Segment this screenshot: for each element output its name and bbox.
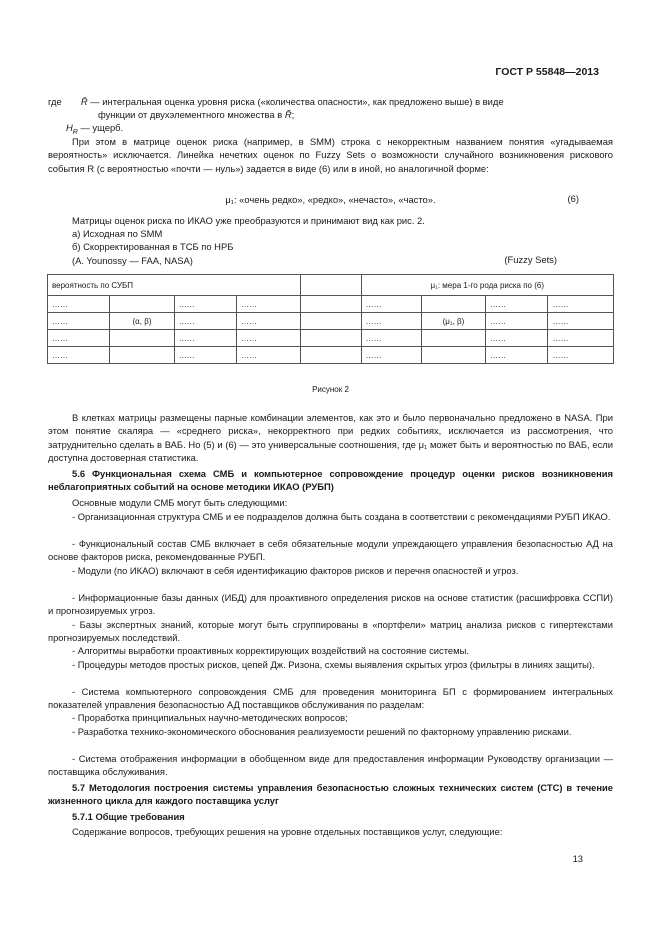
matrix-cell-alpha-beta: (α, β) — [110, 313, 174, 330]
matrix-cell: …… — [48, 330, 110, 347]
figure-caption: Рисунок 2 — [312, 385, 349, 394]
paragraph-icao: Матрицы оценок риска по ИКАО уже преобразуются и принимают вид как рис. 2. — [72, 215, 425, 226]
matrix-cell: …… — [486, 296, 548, 313]
list-item: - Модули (по ИКАО) включают в себя идентификацию факторов рисков и перечня опасностей и угроз. — [72, 565, 519, 576]
paragraph-fuzzy: При этом в матрице оценок риска (например, в SMM) строка с некорректным названием понятия «угадываемая вероятность» исключается. Линейка нечетких оценок по Fuzzy Sets о возможности случайного возникновения рискового события R (с вероятностью «почти — нуль») задается в виде (6) или в иной, но аналогичной форме: — [48, 136, 613, 174]
source-left: (A. Younossy — FAA, NASA) — [72, 255, 193, 266]
section-5-6-title: 5.6 Функциональная схема СМБ и компьютерное сопровождение процедур оценки рисков возникновения неблагоприятных событий на основе методики ИКАО (РУБП) — [48, 468, 613, 493]
formula-number: (6) — [567, 193, 579, 204]
matrix-cell: …… — [174, 347, 236, 364]
matrix-cell-mu-beta: (μ₁, β) — [421, 313, 485, 330]
matrix-cell: …… — [48, 347, 110, 364]
list-item: - Процедуры методов простых рисков, цепей Дж. Ризона, схемы выявления скрытых угроз (фильтры в линиях защиты). — [72, 659, 595, 670]
list-item-a: а) Исходная по SMM — [72, 228, 163, 239]
source-right: (Fuzzy Sets) — [504, 254, 557, 265]
list-item: - Система компьютерного сопровождения СМБ для проведения мониторинга БП с формированием интегральных показателей управления безопасностью АД поставщиков обслуживания по разделам: — [48, 686, 613, 711]
legend-h: $H_R$ — ущерб. — [66, 122, 124, 136]
matrix-cell — [421, 296, 485, 313]
matrix-cell: …… — [174, 330, 236, 347]
matrix-cell: …… — [361, 296, 421, 313]
matrix-cell — [110, 347, 174, 364]
matrix-row — [48, 330, 614, 347]
matrix-cell: …… — [486, 347, 548, 364]
paragraph-after-figure: В клетках матрицы размещены парные комбинации элементов, как это и было первоначально предложено в NASA. При этом понятие скаляра — «среднего риска», некорректного при редких событиях, исключается из рассмотрения, что затруднительно сделать в ВАБ. Но (5) и (6) — это универсальные соотношения, где μ₁ может быть и вероятностью по ВАБ, если доступна достоверная статистика. — [48, 412, 613, 464]
legend-r: где Ȓ — интегральная оценка уровня риска («количества опасности», как предложено выше) в виде — [48, 96, 504, 107]
r-symbol: Ȓ — [80, 96, 88, 107]
standard-code: ГОСТ Р 55848—2013 — [495, 66, 599, 78]
matrix-cell: …… — [237, 296, 301, 313]
formula-6: μ₁: «очень редко», «редко», «нечасто», «часто». — [225, 194, 436, 205]
matrix-cell — [110, 296, 174, 313]
list-item: - Информационные базы данных (ИБД) для проактивного определения рисков на основе статистик (расшифровка ССПИ) и прогнозируемых угроз. — [48, 592, 613, 617]
matrix-cell: …… — [486, 330, 548, 347]
section-5-7-1-text: Содержание вопросов, требующих решения на уровне отдельных поставщиков услуг, следующие: — [72, 826, 503, 837]
matrix-row — [48, 347, 614, 364]
left-header: вероятность по СУБП — [48, 275, 301, 296]
matrix-row — [48, 313, 614, 330]
matrix-row — [48, 296, 614, 313]
list-item: - Базы экспертных знаний, которые могут быть сгруппированы в «портфели» матриц анализа рисков с гипертекстами прогнозируемых последствий. — [48, 619, 613, 644]
matrix-cell — [421, 330, 485, 347]
matrix-cell: …… — [48, 296, 110, 313]
legend-r-cont: функции от двухэлементного множества в R̃; — [98, 109, 295, 120]
matrix-cell — [421, 347, 485, 364]
matrix-cell: …… — [237, 313, 301, 330]
list-item: - Проработка принципиальных научно-методических вопросов; — [72, 712, 348, 723]
matrix-cell — [301, 275, 361, 296]
list-item: - Организационная структура СМБ и ее подразделов должна быть создана в соответствии с рекомендациями РУБП ИКАО. — [72, 511, 611, 522]
list-item: - Алгоритмы выработки проактивных корректирующих воздействий на состояние системы. — [72, 645, 469, 656]
matrix-cell: …… — [361, 347, 421, 364]
matrix-cell: …… — [548, 296, 614, 313]
matrix-cell: …… — [361, 313, 421, 330]
matrix-cell: …… — [237, 347, 301, 364]
matrix-cell: …… — [174, 296, 236, 313]
right-header: μ₁: мера 1-го рода риска по (6) — [361, 275, 613, 296]
list-item-b: б) Скорректированная в ТСБ по НРБ — [72, 241, 234, 252]
matrix-cell — [301, 330, 361, 347]
list-item: - Система отображения информации в обобщенном виде для предоставления информации Руководству организации — поставщика обслуживания. — [48, 753, 613, 778]
matrix-cell — [301, 347, 361, 364]
section-5-7-title: 5.7 Методология построения системы управления безопасностью сложных технических систем (СТС) в течение жизненного цикла для каждого поставщика услуг — [48, 782, 613, 807]
risk-matrix-table — [47, 274, 614, 364]
section-5-6-intro: Основные модули СМБ могут быть следующими: — [72, 497, 288, 508]
list-item: - Функциональный состав СМБ включает в себя обязательные модули упреждающего управления безопасностью АД на основе факторов риска, рекомендованные РУБП. — [48, 538, 613, 563]
matrix-header-row — [48, 275, 614, 296]
matrix-cell: …… — [361, 330, 421, 347]
list-item: - Разработка технико-экономического обоснования реализуемости решений по факторному управлению рисками. — [72, 726, 572, 737]
page-number: 13 — [572, 853, 583, 864]
matrix-cell: …… — [548, 330, 614, 347]
matrix-cell — [110, 330, 174, 347]
matrix-cell: …… — [548, 313, 614, 330]
matrix-cell: …… — [548, 347, 614, 364]
matrix-cell: …… — [237, 330, 301, 347]
matrix-cell — [301, 313, 361, 330]
matrix-cell: …… — [48, 313, 110, 330]
matrix-cell — [301, 296, 361, 313]
section-5-7-1-title: 5.7.1 Общие требования — [72, 811, 185, 822]
matrix-cell: …… — [174, 313, 236, 330]
matrix-cell: …… — [486, 313, 548, 330]
